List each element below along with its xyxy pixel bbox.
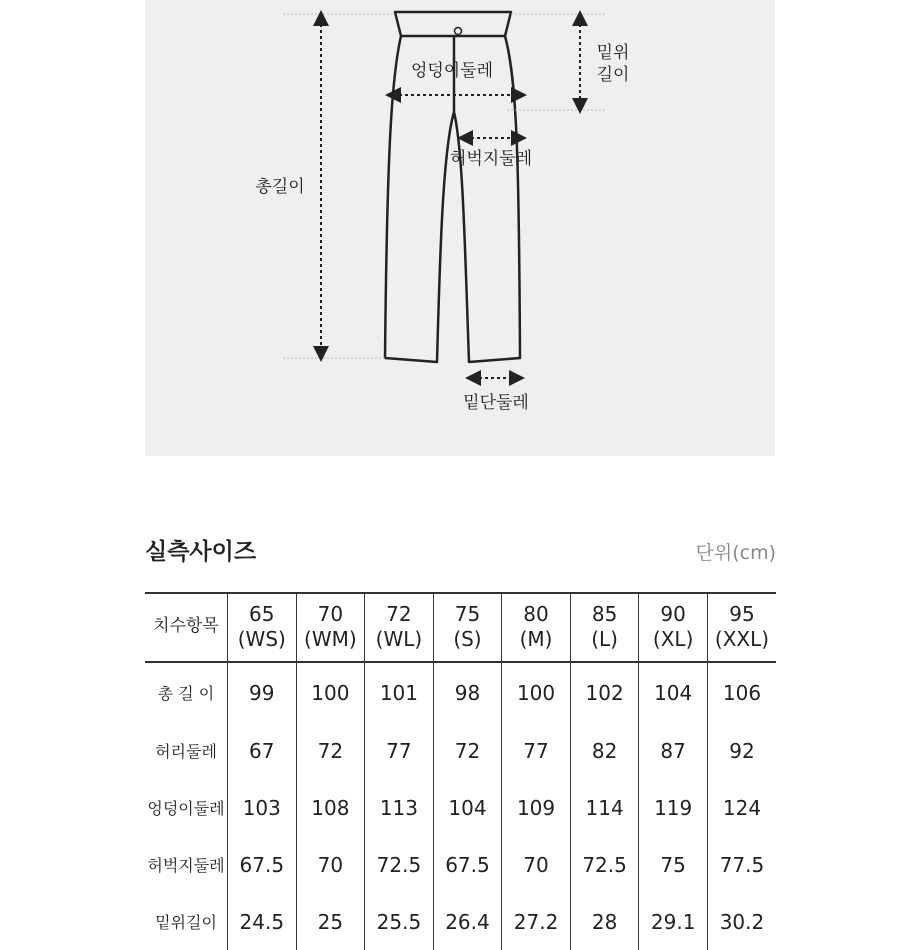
header-size: 90 (XL) (639, 592, 708, 662)
table-cell: 108 (296, 779, 365, 836)
table-cell: 98 (433, 662, 502, 722)
table-cell: 25 (296, 893, 365, 950)
table-cell: 92 (707, 722, 776, 779)
table-cell: 102 (570, 662, 639, 722)
section-title: 실측사이즈 (145, 539, 257, 565)
row-label: 밑위길이 (155, 913, 217, 932)
unit-note: 단위(cm) (695, 542, 776, 564)
table-cell: 114 (570, 779, 639, 836)
header-size: 75 (S) (433, 592, 502, 662)
hem-label: 밑단둘레 (463, 393, 529, 413)
table-row (145, 722, 776, 779)
table-cell: 103 (228, 779, 297, 836)
table-cell: 77.5 (707, 836, 776, 893)
table-cell: 67.5 (433, 836, 502, 893)
table-cell: 29.1 (639, 893, 708, 950)
table-cell: 100 (502, 662, 571, 722)
hip-label: 엉덩이둘레 (410, 61, 494, 81)
table-cell: 104 (639, 662, 708, 722)
rise-label-line2: 길이 (596, 65, 630, 85)
table-row (145, 893, 776, 950)
header-item: 치수항목 (145, 592, 228, 662)
row-label: 허리둘레 (155, 742, 217, 761)
table-cell: 24.5 (228, 893, 297, 950)
table-cell: 109 (502, 779, 571, 836)
table-cell: 72 (296, 722, 365, 779)
table-cell: 72.5 (365, 836, 434, 893)
pants-diagram-panel (145, 0, 775, 456)
table-cell: 30.2 (707, 893, 776, 950)
table-cell: 124 (707, 779, 776, 836)
rise-label-line1: 밑위 (596, 43, 630, 63)
table-cell: 106 (707, 662, 776, 722)
table-cell: 87 (639, 722, 708, 779)
row-label: 허벅지둘레 (147, 856, 225, 875)
header-size: 70 (WM) (296, 592, 365, 662)
table-header-row (145, 592, 776, 662)
table-cell: 70 (502, 836, 571, 893)
table-row (145, 779, 776, 836)
table-cell: 77 (502, 722, 571, 779)
header-size: 65 (WS) (228, 592, 297, 662)
table-cell: 82 (570, 722, 639, 779)
table-cell: 67 (228, 722, 297, 779)
table-cell: 113 (365, 779, 434, 836)
table-cell: 26.4 (433, 893, 502, 950)
button-icon (455, 28, 462, 35)
table-cell: 104 (433, 779, 502, 836)
table-cell: 99 (228, 662, 297, 722)
row-label: 엉덩이둘레 (147, 799, 225, 818)
table-cell: 67.5 (228, 836, 297, 893)
table-cell: 27.2 (502, 893, 571, 950)
header-size: 80 (M) (502, 592, 571, 662)
table-cell: 70 (296, 836, 365, 893)
thigh-label: 허벅지둘레 (449, 149, 533, 169)
table-cell: 119 (639, 779, 708, 836)
table-cell: 100 (296, 662, 365, 722)
table-cell: 72.5 (570, 836, 639, 893)
total-length-label: 총길이 (255, 177, 305, 197)
table-row (145, 662, 776, 722)
table-row (145, 836, 776, 893)
row-label: 총 길 이 (157, 684, 215, 703)
header-size: 85 (L) (570, 592, 639, 662)
size-table (145, 592, 776, 950)
table-cell: 25.5 (365, 893, 434, 950)
table-cell: 77 (365, 722, 434, 779)
header-size: 72 (WL) (365, 592, 434, 662)
table-cell: 75 (639, 836, 708, 893)
table-cell: 72 (433, 722, 502, 779)
table-cell: 101 (365, 662, 434, 722)
table-cell: 28 (570, 893, 639, 950)
header-size: 95 (XXL) (707, 592, 776, 662)
